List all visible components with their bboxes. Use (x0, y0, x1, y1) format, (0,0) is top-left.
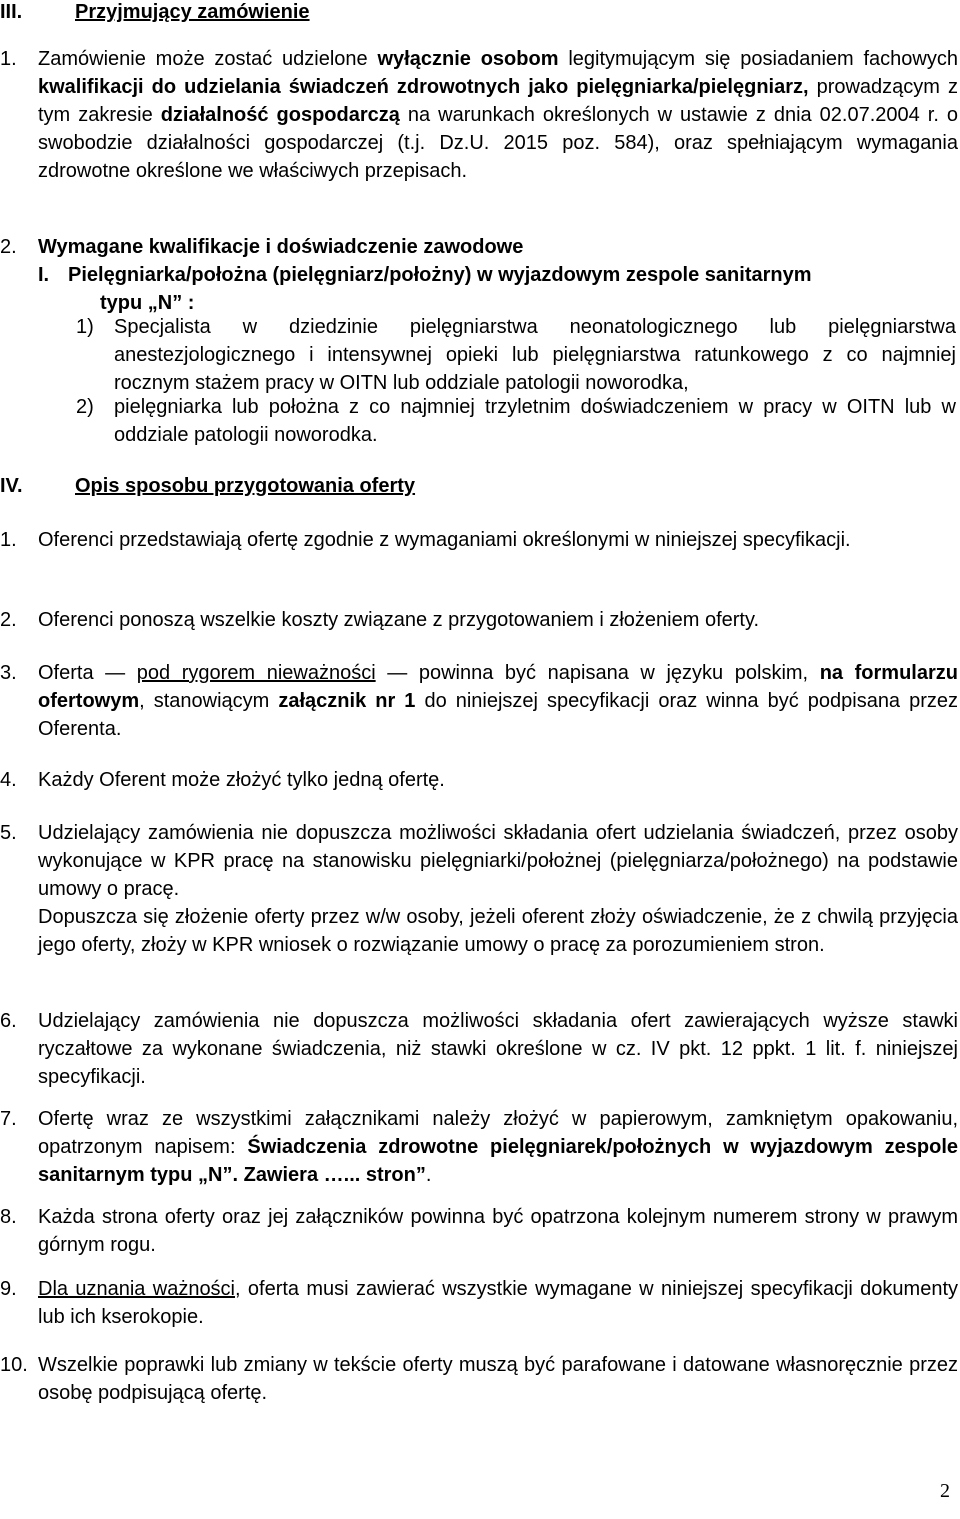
paragraph-number: 1. (0, 529, 17, 551)
paragraph-text: Dla uznania ważności, oferta musi zawierać wszystkie wymagane w niniejszej specyfikacji dokumenty lub ich kserokopie. (38, 1278, 959, 1328)
paragraph-number: 2. (0, 609, 17, 631)
paragraph-text: Wszelkie poprawki lub zmiany w tekście oferty muszą być parafowane i datowane własnoręcznie przez osobę podpisującą ofertę. (38, 1354, 958, 1404)
paragraph-text: Udzielający zamówienia nie dopuszcza możliwości składania ofert zawierających wyższe stawki ryczałtowe za wykonane świadczenia, niż stawki określone w cz. IV pkt. 12 ppkt. 1 lit. f. niniejszej specyfikacji. (38, 1010, 958, 1088)
paragraph-text (38, 819, 958, 959)
paragraph-text: Oferta — pod rygorem nieważności — powinna być napisana w języku polskim, na formularzu ofertowym, stanowiącym załącznik nr 1 do niniejszej specyfikacji oraz winna być podpisana przez Oferenta. (38, 662, 959, 740)
page-number: 2 (940, 1480, 950, 1502)
paragraph-part-1: Udzielający zamówienia nie dopuszcza możliwości składania ofert udzielania świadczeń, przez osoby wykonujące w KPR pracę na stanowisku pielęgniarki/położnej (pielęgniarza/położnego) na podstawie umowy o pracę. (38, 822, 958, 900)
section-title: Opis sposobu przygotowania oferty (75, 475, 416, 497)
paragraph-number: 6. (0, 1010, 17, 1032)
item-text-cont: typu „N” : (100, 292, 195, 314)
paragraph-text: Każdy Oferent może złożyć tylko jedną ofertę. (38, 769, 445, 791)
paragraph-number: 3. (0, 662, 17, 684)
section-number: III. (0, 1, 23, 23)
paragraph-text: Zamówienie może zostać udzielone wyłącznie osobom legitymującym się posiadaniem fachowych kwalifikacji do udzielania świadczeń zdrowotnych jako pielęgniarka/pielęgniarz, prowadzącym z tym zakresie działalność gospodarczą na warunkach określonych w ustawie z dnia 02.07.2004 r. o swobodzie działalności gospodarczej (t.j. Dz.U. 2015 poz. 584), oraz spełniającym wymagania zdrowotne określone we właściwych przepisach. (38, 48, 959, 182)
subsection-heading: Wymagane kwalifikacje i doświadczenie zawodowe (38, 236, 524, 258)
requirement-number: 1) (76, 316, 94, 338)
section-title: Przyjmujący zamówienie (75, 1, 310, 23)
paragraph-number: 4. (0, 769, 17, 791)
paragraph-text: Oferenci przedstawiają ofertę zgodnie z wymaganiami określonymi w niniejszej specyfikacji. (38, 529, 851, 551)
paragraph-text: Ofertę wraz ze wszystkimi załącznikami należy złożyć w papierowym, zamkniętym opakowaniu, opatrzonym napisem: Świadczenia zdrowotne pielęgniarek/położnych w wyjazdowym zespole sanitarnym typu „N”. Zawiera …... stron”. (38, 1108, 958, 1186)
section-number: IV. (0, 475, 23, 497)
paragraph-number: 7. (0, 1108, 17, 1130)
requirement-text: pielęgniarka lub położna z co najmniej trzyletnim doświadczeniem w pracy w OITN lub w oddziale patologii noworodka. (114, 396, 956, 446)
paragraph-part-2: Dopuszcza się złożenie oferty przez w/w osoby, jeżeli oferent złoży oświadczenie, że z chwilą przyjęcia jego oferty, złoży w KPR wniosek o rozwiązanie umowy o pracę za porozumieniem stron. (38, 906, 958, 956)
item-number: I. (38, 264, 50, 286)
requirement-number: 2) (76, 396, 94, 418)
paragraph-text: Oferenci ponoszą wszelkie koszty związane z przygotowaniem i złożeniem oferty. (38, 609, 760, 631)
paragraph-number: 5. (0, 822, 17, 844)
paragraph-text: Każda strona oferty oraz jej załączników powinna być opatrzona kolejnym numerem strony w prawym górnym rogu. (38, 1206, 958, 1256)
paragraph-number: 2. (0, 236, 17, 258)
paragraph-number: 9. (0, 1278, 17, 1300)
item-text: Pielęgniarka/położna (pielęgniarz/położny) w wyjazdowym zespole sanitarnym (68, 264, 812, 286)
paragraph-number: 10. (0, 1354, 28, 1376)
paragraph-number: 8. (0, 1206, 17, 1228)
paragraph-number: 1. (0, 48, 17, 70)
requirement-text: Specjalista w dziedzinie pielęgniarstwa neonatologicznego lub pielęgniarstwa anestezjologicznego i intensywnej opieki lub pielęgniarstwa ratunkowego z co najmniej rocznym stażem pracy w OITN lub oddziale patologii noworodka, (114, 316, 956, 394)
